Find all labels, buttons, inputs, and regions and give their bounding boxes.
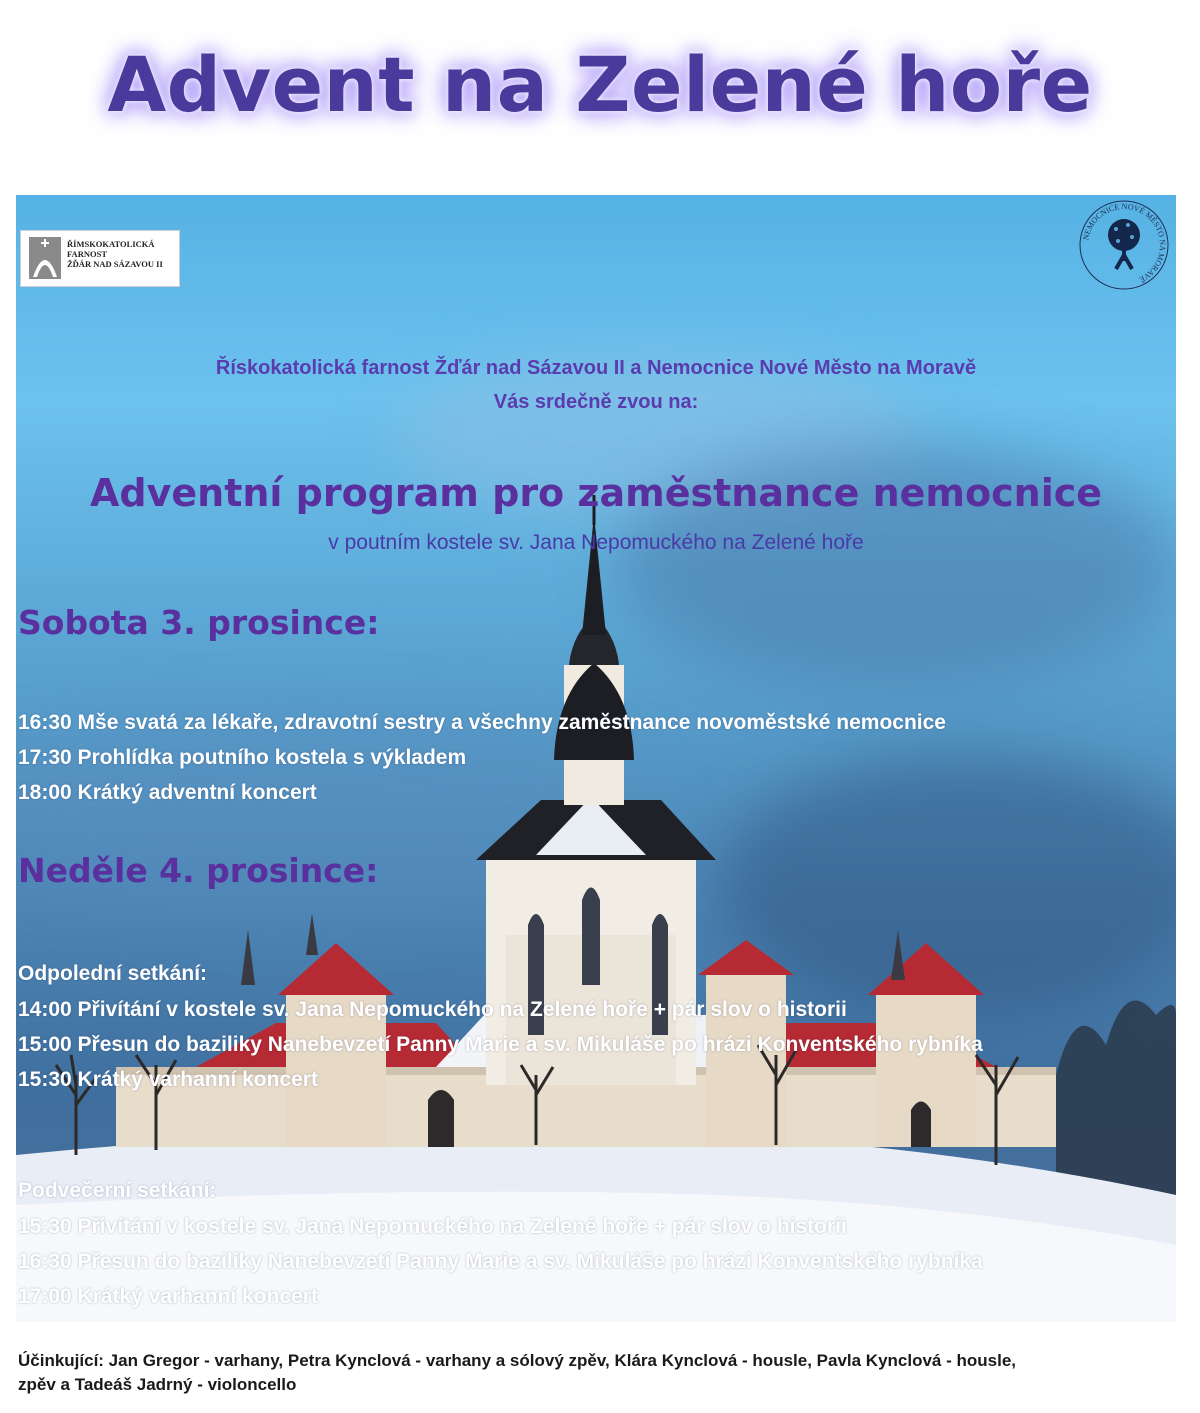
schedule-item: 16:30 Přesun do baziliky Nanebevzetí Panny Marie a sv. Mikuláše po hrázi Konventského rybníka (18, 1250, 983, 1273)
parish-logo-line: FARNOST (67, 249, 107, 259)
poster-title: Advent na Zelené hoře (107, 40, 1093, 129)
intro-line-2: Vás srdečně zvou na: (493, 391, 699, 413)
program-title: Adventní program pro zaměstnance nemocnice (89, 471, 1103, 515)
performers-footer (18, 1349, 1188, 1397)
schedule-item: 17:30 Prohlídka poutního kostela s výkladem (18, 746, 467, 769)
parish-logo-line: ŽĎÁR NAD SÁZAVOU II (67, 259, 163, 269)
performers-line: Účinkující: Jan Gregor - varhany, Petra Kynclová - varhany a sólový zpěv, Klára Kynclová - housle, Pavla Kynclová - housle, (18, 1351, 1017, 1370)
schedule-item: 15:00 Přesun do baziliky Nanebevzetí Panny Marie a sv. Mikuláše po hrázi Konventského rybníka (18, 1033, 983, 1056)
hospital-logo-text: NEMOCNICE NOVÉ MĚSTO NA MORAVĚ (1081, 201, 1168, 285)
schedule-item: 15:30 Krátký varhanní koncert (18, 1068, 318, 1091)
schedule-item: 17:00 Krátký varhanní koncert (18, 1285, 318, 1308)
poster-panel (16, 195, 1176, 1322)
sunday-heading: Neděle 4. prosince: (18, 851, 379, 890)
evening-label: Podvečerní setkání: (18, 1179, 217, 1202)
schedule-item: 18:00 Krátký adventní koncert (18, 781, 317, 804)
saturday-heading: Sobota 3. prosince: (18, 603, 380, 642)
parish-logo-line: ŘÍMSKOKATOLICKÁ (67, 239, 155, 249)
intro-line-1: Řískokatolická farnost Žďár nad Sázavou II a Nemocnice Nové Město na Moravě (215, 357, 977, 379)
afternoon-label: Odpolední setkání: (18, 962, 208, 985)
schedule-item: 16:30 Mše svatá za lékaře, zdravotní sestry a všechny zaměstnance novoměstské nemocnice (18, 711, 946, 734)
program-subtitle: v poutním kostele sv. Jana Nepomuckého na Zelené hoře (328, 531, 864, 554)
schedule-item: 15:30 Přivítání v kostele sv. Jana Nepomuckého na Zelené hoře + pár slov o historii (18, 1215, 847, 1238)
performers-line: zpěv a Tadeáš Jadrný - violoncello (18, 1375, 297, 1394)
schedule-item: 14:00 Přivítání v kostele sv. Jana Nepomuckého na Zelené hoře + pár slov o historii (18, 998, 847, 1021)
